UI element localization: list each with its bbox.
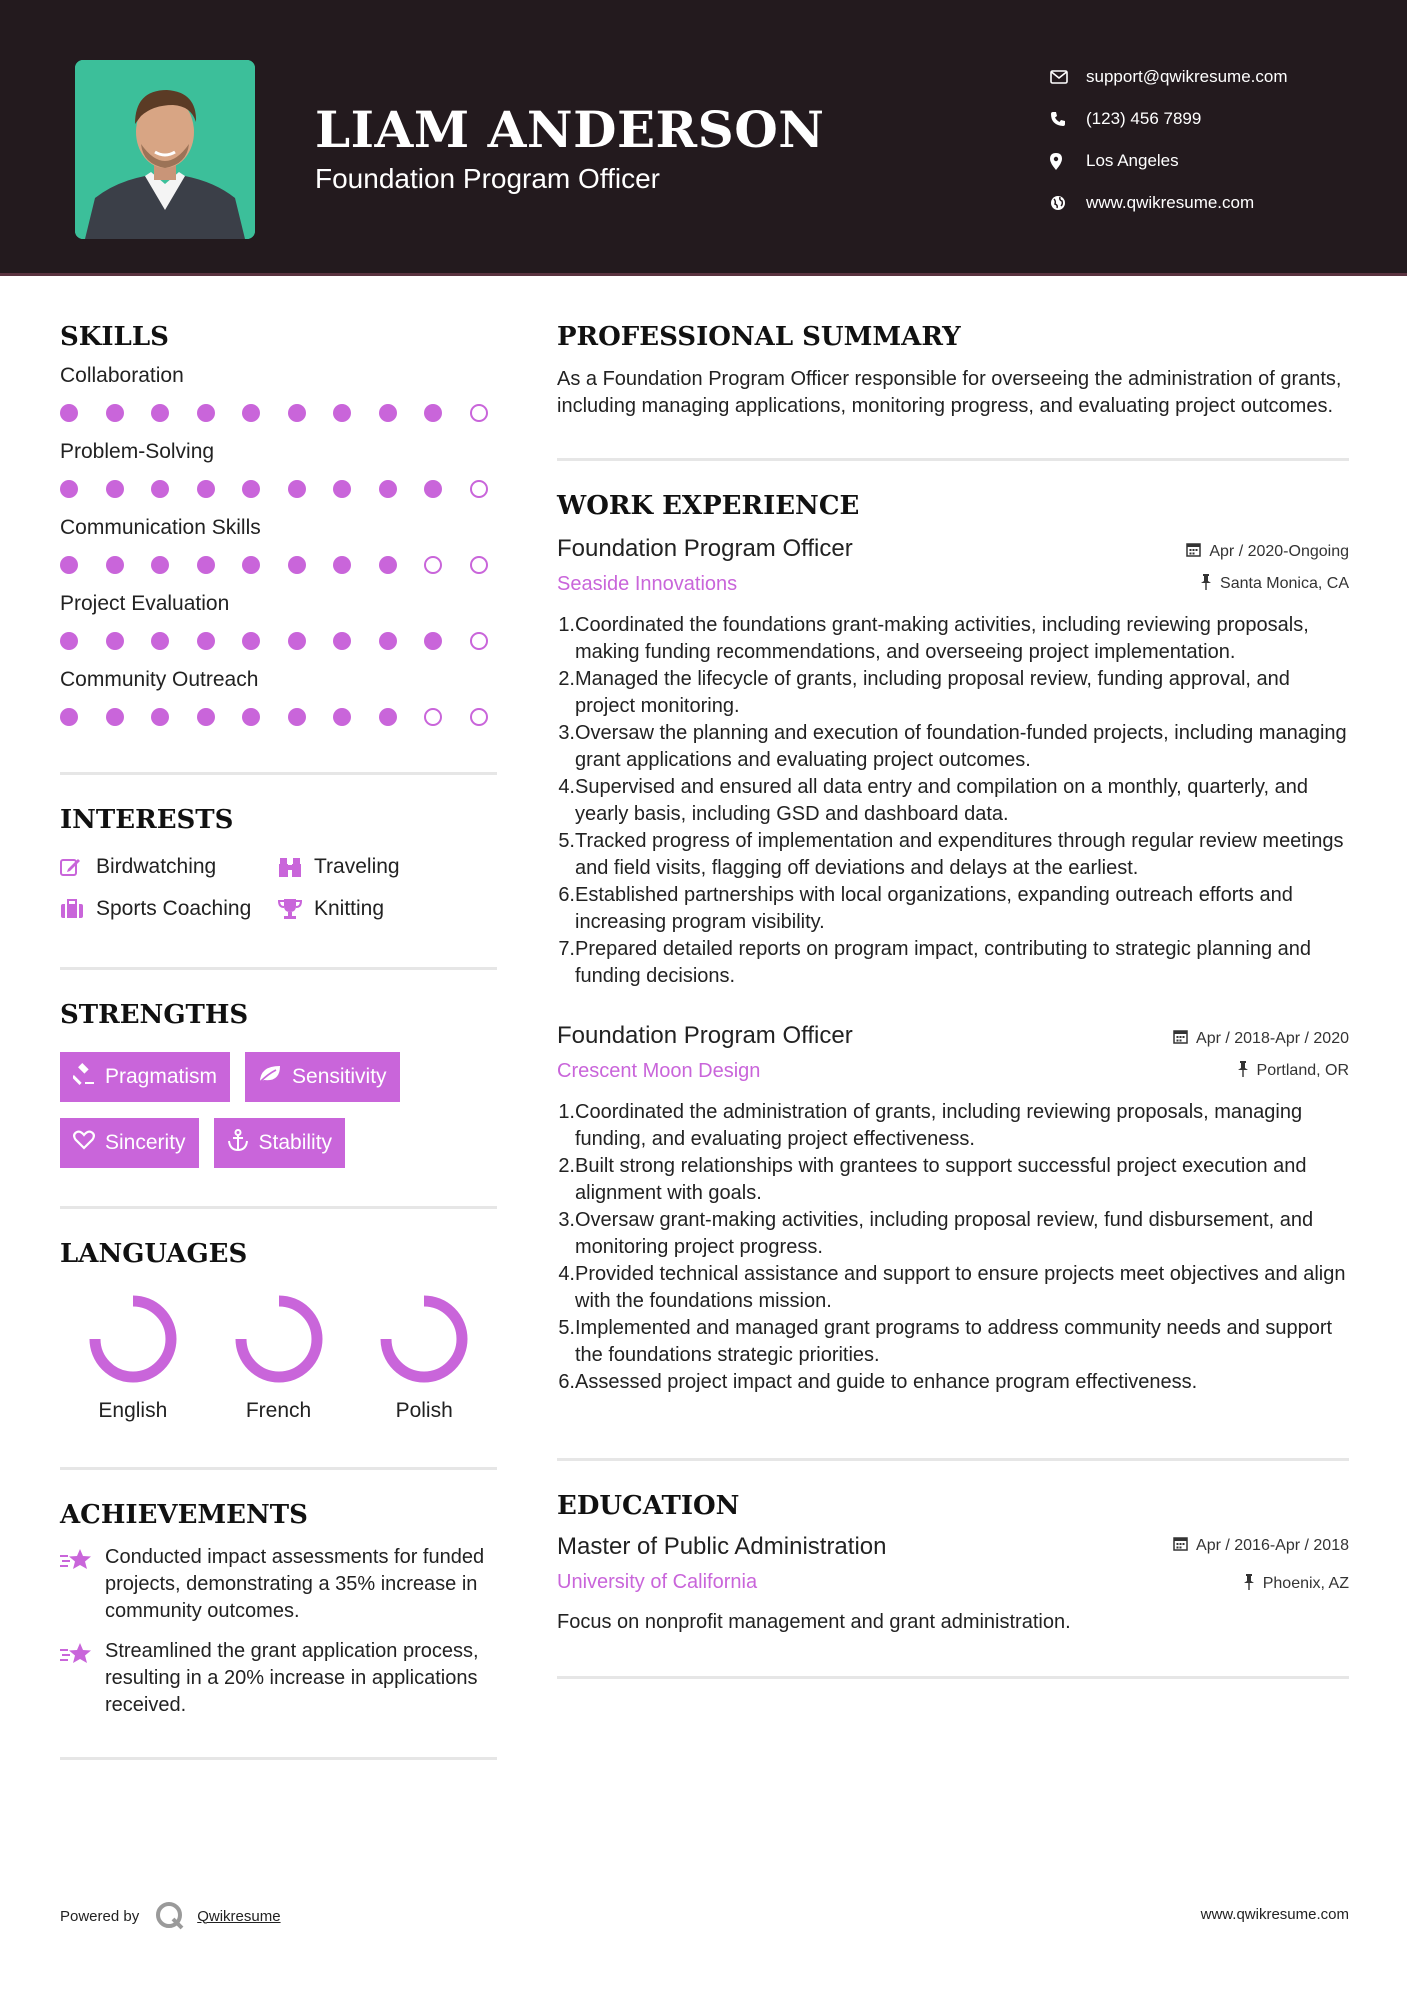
powered-by-label: Powered by <box>60 1907 140 1925</box>
rating-dot-filled <box>242 556 260 574</box>
summary-section <box>557 322 1349 420</box>
skill-rating <box>60 626 497 656</box>
skill-name: Collaboration <box>60 364 184 387</box>
rating-dot-filled <box>288 480 306 498</box>
rating-dot-filled <box>151 404 169 422</box>
rating-dot-filled <box>379 556 397 574</box>
rating-dot-filled <box>197 404 215 422</box>
rating-dot-empty <box>470 556 488 574</box>
language-item <box>351 1291 497 1423</box>
job-entry <box>557 1022 1349 1396</box>
bullet-item: 3. Oversaw grant-making activities, including proposal review, fund disbursement, and monitoring project progress. <box>557 1207 1349 1261</box>
rating-dot-filled <box>242 404 260 422</box>
candidate-title: Foundation Program Officer <box>315 163 660 194</box>
contact-email[interactable] <box>1050 56 1288 98</box>
resume-header <box>0 0 1407 276</box>
rating-dot-filled <box>60 632 78 650</box>
bullet-item: 5. Tracked progress of implementation and expenditures through regular review meetings and field visits, flagging off deviations and delays at the earliest. <box>557 828 1349 882</box>
school-name: University of California <box>557 1571 758 1593</box>
bullet-text: Coordinated the administration of grants, including reviewing proposals, managing funding, and evaluating project effectiveness. <box>575 1101 1303 1150</box>
section-divider <box>60 772 497 775</box>
language-level-ring <box>231 1291 327 1387</box>
rating-dot-filled <box>424 404 442 422</box>
interest-label: Knitting <box>314 897 385 920</box>
rating-dot-filled <box>333 632 351 650</box>
bullet-text: Coordinated the foundations grant-making activities, including reviewing proposals, making funding recommendations, and overseeing project implementation. <box>575 614 1309 663</box>
job-dates-text: Apr / 2018-Apr / 2020 <box>1196 1030 1349 1047</box>
rating-dot-filled <box>379 632 397 650</box>
language-label: French <box>245 1399 312 1422</box>
job-title: Foundation Program Officer <box>557 1022 853 1049</box>
skill-name: Problem-Solving <box>60 440 215 463</box>
strength-label: Sincerity <box>105 1131 186 1154</box>
star-icon <box>60 1638 105 1719</box>
rating-dot-filled <box>288 708 306 726</box>
rating-dot-filled <box>60 480 78 498</box>
job-location <box>1186 573 1349 595</box>
envelope-icon <box>1050 70 1086 84</box>
education-section <box>557 1491 1349 1636</box>
contact-phone[interactable] <box>1050 98 1288 140</box>
bullet-text: Provided technical assistance and support to ensure projects meet objectives and align with the foundations mission. <box>575 1263 1346 1312</box>
rating-dot-empty <box>424 708 442 726</box>
map-pin-icon <box>1050 153 1086 170</box>
strength-label: Stability <box>258 1131 333 1154</box>
rating-dot-filled <box>151 708 169 726</box>
phone-icon <box>1050 111 1086 127</box>
contact-list <box>1050 56 1288 224</box>
bullet-text: Built strong relationships with grantees to support successful project execution and alignment with goals. <box>575 1155 1307 1204</box>
skill-rating <box>60 550 497 580</box>
gavel-icon <box>73 1063 95 1091</box>
rating-dot-filled <box>333 708 351 726</box>
rating-dot-filled <box>379 708 397 726</box>
interest-item <box>60 855 278 879</box>
bullet-text: Oversaw grant-making activities, including proposal review, fund disbursement, and monitoring project progress. <box>575 1209 1314 1258</box>
pushpin-icon <box>1243 1574 1255 1595</box>
bullet-item: 4. Provided technical assistance and support to ensure projects meet objectives and align with the foundations mission. <box>557 1261 1349 1315</box>
trophy-icon <box>278 898 314 920</box>
bullet-text: Managed the lifecycle of grants, including proposal review, funding approval, and project monitoring. <box>575 668 1290 717</box>
rating-dot-filled <box>379 480 397 498</box>
job-dates <box>1173 1028 1349 1050</box>
bullet-item: 4. Supervised and ensured all data entry and compilation on a monthly, quarterly, and yearly basis, including GSD and dashboard data. <box>557 774 1349 828</box>
skills-title: SKILLS <box>60 322 169 352</box>
section-divider <box>60 967 497 970</box>
pushpin-icon <box>1200 574 1212 595</box>
company-name: Seaside Innovations <box>557 573 738 595</box>
interest-label: Birdwatching <box>96 855 217 878</box>
rating-dot-filled <box>197 556 215 574</box>
rating-dot-filled <box>106 708 124 726</box>
strength-chip <box>214 1118 346 1168</box>
job-location-text: Santa Monica, CA <box>1220 575 1349 592</box>
education-title: EDUCATION <box>557 1491 740 1521</box>
education-description: Focus on nonprofit management and grant administration. <box>557 1611 1071 1633</box>
section-divider <box>60 1467 497 1470</box>
globe-icon <box>1050 195 1086 211</box>
achievement-text: Conducted impact assessments for funded projects, demonstrating a 35% increase in community outcomes. <box>105 1546 485 1622</box>
rating-dot-filled <box>424 632 442 650</box>
interest-label: Traveling <box>314 855 400 878</box>
language-level-ring <box>85 1291 181 1387</box>
brand-link[interactable]: Qwikresume <box>197 1907 281 1925</box>
rating-dot-filled <box>242 632 260 650</box>
skills-section <box>60 322 497 732</box>
skill-rating <box>60 702 497 732</box>
calendar-icon <box>1173 1029 1188 1049</box>
strength-chip <box>245 1052 400 1102</box>
job-dates <box>1186 541 1349 563</box>
summary-title: PROFESSIONAL SUMMARY <box>557 322 961 352</box>
contact-email-text: support@qwikresume.com <box>1086 67 1288 86</box>
language-item <box>60 1291 206 1423</box>
right-column <box>557 322 1349 1679</box>
language-level-arc <box>241 1301 317 1377</box>
rating-dot-filled <box>197 480 215 498</box>
rating-dot-filled <box>106 632 124 650</box>
bullet-text: Supervised and ensured all data entry and compilation on a monthly, quarterly, and yearly basis, including GSD and dashboard data. <box>575 776 1309 825</box>
rating-dot-filled <box>333 404 351 422</box>
bullet-item: 7. Prepared detailed reports on program impact, contributing to strategic planning and funding decisions. <box>557 936 1349 990</box>
bullet-text: Established partnerships with local organizations, expanding outreach efforts and increasing program visibility. <box>575 884 1293 933</box>
rating-dot-filled <box>151 556 169 574</box>
profile-photo <box>75 60 255 239</box>
contact-location <box>1050 140 1288 182</box>
achievement-item <box>60 1544 497 1625</box>
candidate-name: LIAM ANDERSON <box>315 100 825 159</box>
section-divider <box>60 1757 497 1760</box>
language-level-ring <box>376 1291 472 1387</box>
footer-branding <box>60 1901 281 1931</box>
rating-dot-empty <box>424 556 442 574</box>
contact-website[interactable] <box>1050 182 1288 224</box>
left-column <box>60 322 497 1760</box>
heart-icon <box>73 1130 95 1156</box>
achievement-text: Streamlined the grant application process, resulting in a 20% increase in applications received. <box>105 1640 479 1716</box>
summary-text: As a Foundation Program Officer responsible for overseeing the administration of grants, including managing applications, monitoring progress, and evaluating project outcomes. <box>557 368 1342 417</box>
education-location <box>1173 1573 1349 1595</box>
rating-dot-empty <box>470 480 488 498</box>
rating-dot-filled <box>333 556 351 574</box>
rating-dot-filled <box>60 404 78 422</box>
bullet-text: Assessed project impact and guide to enhance program effectiveness. <box>575 1371 1198 1393</box>
rating-dot-filled <box>197 708 215 726</box>
skill-name: Community Outreach <box>60 668 259 691</box>
degree-title: Master of Public Administration <box>557 1533 887 1560</box>
binoculars-icon <box>278 856 314 878</box>
bullet-text: Tracked progress of implementation and expenditures through regular review meetings and field visits, flagging off deviations and delays at the earliest. <box>575 830 1344 879</box>
interest-item <box>278 855 497 879</box>
bullet-item: 5. Implemented and managed grant programs to address community needs and support the foundations strategic priorities. <box>557 1315 1349 1369</box>
bullet-item: 2. Built strong relationships with grantees to support successful project execution and alignment with goals. <box>557 1153 1349 1207</box>
rating-dot-filled <box>333 480 351 498</box>
job-location-text: Portland, OR <box>1256 1062 1349 1079</box>
rating-dot-empty <box>470 404 488 422</box>
calendar-icon <box>1173 1536 1188 1556</box>
rating-dot-filled <box>60 708 78 726</box>
experience-title: WORK EXPERIENCE <box>557 491 860 521</box>
education-dates <box>1173 1535 1349 1557</box>
section-divider <box>557 458 1349 461</box>
qwikresume-logo-icon <box>155 1901 185 1931</box>
rating-dot-empty <box>470 708 488 726</box>
section-divider <box>557 1458 1349 1461</box>
rating-dot-filled <box>242 480 260 498</box>
footer-website[interactable]: www.qwikresume.com <box>1200 1906 1349 1923</box>
bullet-text: Implemented and managed grant programs to address community needs and support the foundations strategic priorities. <box>575 1317 1333 1366</box>
interest-label: Sports Coaching <box>96 897 252 920</box>
rating-dot-filled <box>60 556 78 574</box>
language-label: Polish <box>395 1399 453 1422</box>
strengths-section <box>60 1000 497 1168</box>
experience-section <box>557 491 1349 1396</box>
bullet-text: Prepared detailed reports on program impact, contributing to strategic planning and funding decisions. <box>575 938 1311 987</box>
skill-name: Communication Skills <box>60 516 261 539</box>
bullet-text: Oversaw the planning and execution of foundation-funded projects, including managing grant applications and evaluating project outcomes. <box>575 722 1347 771</box>
skill-rating <box>60 474 497 504</box>
star-icon <box>60 1544 105 1625</box>
rating-dot-filled <box>106 556 124 574</box>
language-label: English <box>98 1399 168 1422</box>
job-title: Foundation Program Officer <box>557 535 853 562</box>
languages-section <box>60 1239 497 1423</box>
job-bullets <box>557 1099 1349 1396</box>
skill-rating <box>60 398 497 428</box>
interests-title: INTERESTS <box>60 805 234 835</box>
bullet-item: 3. Oversaw the planning and execution of foundation-funded projects, including managing grant applications and evaluating project outcomes. <box>557 720 1349 774</box>
section-divider <box>60 1206 497 1209</box>
interest-item <box>278 897 497 921</box>
interests-section <box>60 805 497 921</box>
rating-dot-filled <box>197 632 215 650</box>
rating-dot-filled <box>424 480 442 498</box>
calendar-icon <box>1186 542 1201 562</box>
rating-dot-filled <box>151 480 169 498</box>
rating-dot-filled <box>288 556 306 574</box>
section-divider <box>557 1676 1349 1679</box>
achievement-item <box>60 1638 497 1719</box>
language-level-arc <box>386 1301 462 1377</box>
rating-dot-filled <box>106 404 124 422</box>
language-level-arc <box>95 1301 171 1377</box>
rating-dot-filled <box>379 404 397 422</box>
anchor-icon <box>227 1129 249 1157</box>
strengths-title: STRENGTHS <box>60 1000 249 1030</box>
contact-location-text: Los Angeles <box>1086 151 1179 170</box>
achievements-section <box>60 1500 497 1719</box>
suitcase-icon <box>60 899 96 919</box>
languages-title: LANGUAGES <box>60 1239 248 1269</box>
company-name: Crescent Moon Design <box>557 1060 761 1082</box>
bullet-item: 2. Managed the lifecycle of grants, including proposal review, funding approval, and project monitoring. <box>557 666 1349 720</box>
leaf-icon <box>258 1064 282 1090</box>
skill-name: Project Evaluation <box>60 592 230 615</box>
contact-website-text: www.qwikresume.com <box>1086 193 1255 212</box>
bullet-item: 6. Assessed project impact and guide to enhance program effectiveness. <box>557 1369 1349 1396</box>
job-location <box>1173 1060 1349 1082</box>
bullet-item: 6. Established partnerships with local organizations, expanding outreach efforts and increasing program visibility. <box>557 882 1349 936</box>
rating-dot-filled <box>106 480 124 498</box>
rating-dot-filled <box>288 632 306 650</box>
rating-dot-filled <box>242 708 260 726</box>
contact-phone-text: (123) 456 7899 <box>1086 109 1202 128</box>
bullet-item: 1. Coordinated the administration of grants, including reviewing proposals, managing funding, and evaluating project effectiveness. <box>557 1099 1349 1153</box>
pushpin-icon <box>1237 1061 1249 1082</box>
interest-item <box>60 897 278 921</box>
pencil-square-icon <box>60 857 96 877</box>
rating-dot-filled <box>288 404 306 422</box>
strength-chip <box>60 1052 230 1102</box>
job-bullets <box>557 612 1349 990</box>
rating-dot-empty <box>470 632 488 650</box>
strength-chip <box>60 1118 199 1168</box>
job-dates-text: Apr / 2020-Ongoing <box>1209 543 1349 560</box>
language-item <box>206 1291 352 1423</box>
strength-label: Pragmatism <box>105 1065 218 1088</box>
education-location-text: Phoenix, AZ <box>1262 1575 1349 1592</box>
strength-label: Sensitivity <box>292 1065 387 1088</box>
bullet-item: 1. Coordinated the foundations grant-making activities, including reviewing proposals, making funding recommendations, and overseeing project implementation. <box>557 612 1349 666</box>
achievements-title: ACHIEVEMENTS <box>60 1500 308 1530</box>
rating-dot-filled <box>151 632 169 650</box>
education-dates-text: Apr / 2016-Apr / 2018 <box>1196 1537 1349 1554</box>
job-entry <box>557 535 1349 990</box>
